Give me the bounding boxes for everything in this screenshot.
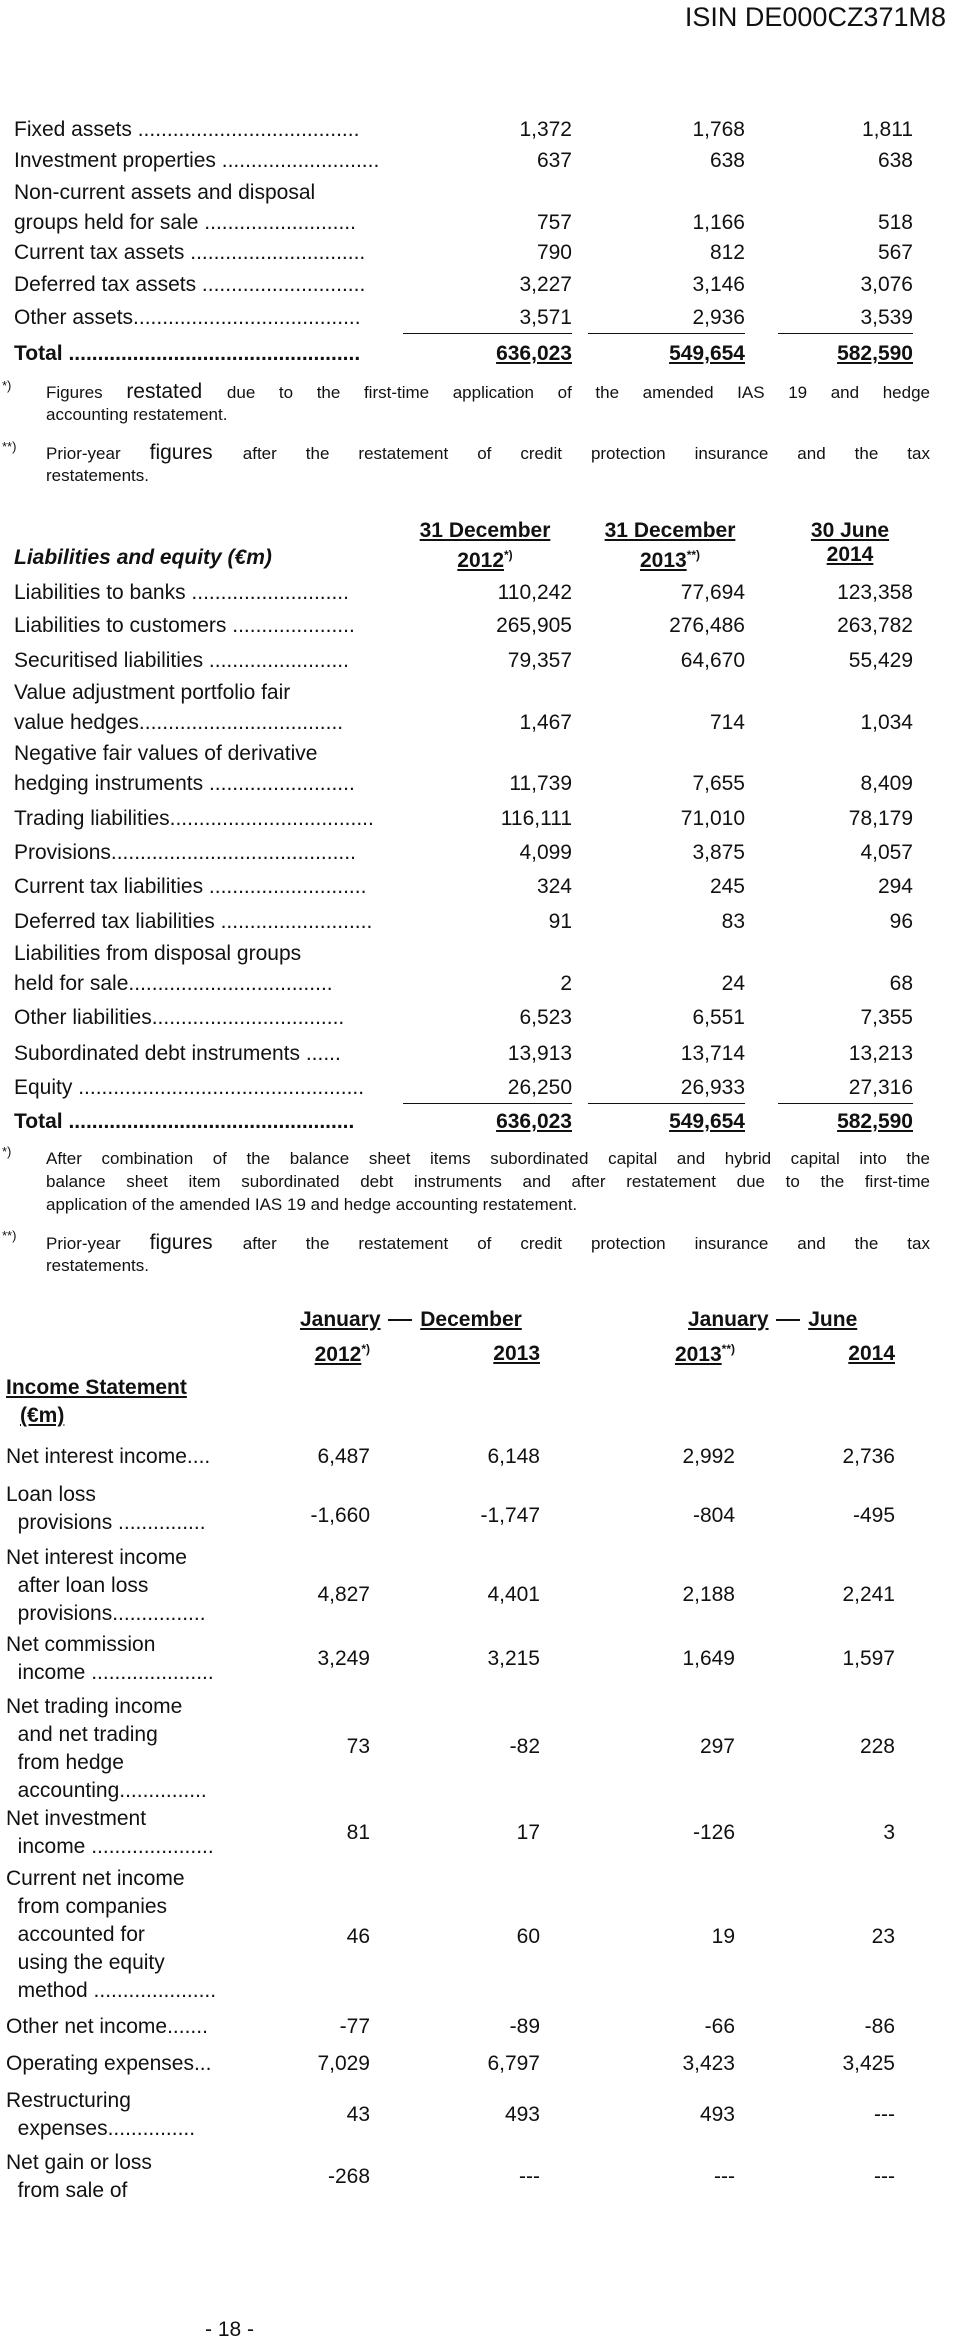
income-row-label: Current net income [6,1867,185,1890]
income-cell: -77 [339,2015,370,2038]
row-label: Equity ................................................. [14,1076,365,1099]
cell-v3: 1,034 [860,711,913,734]
income-cell: -1,660 [310,1504,370,1527]
isin-header: ISIN DE000CZ371M8 [684,2,946,32]
income-cell: 23 [871,1925,895,1948]
cell-v2: 812 [709,241,745,264]
income-row-label: expenses............... [6,2117,196,2140]
income-cell: 46 [346,1925,370,1948]
cell-v3: 4,057 [860,841,913,864]
col3-date: 30 June [810,519,890,542]
col3-header [780,519,920,567]
year-sup: *) [361,1342,370,1356]
income-cell: 2,188 [682,1583,735,1606]
cell-v1: 26,250 [507,1076,572,1099]
income-row-label: income ..................... [6,1661,214,1684]
cell-v2: 77,694 [680,581,745,604]
income-cell: 3,423 [682,2052,735,2075]
row-label-line1: Non-current assets and disposal [14,181,316,204]
income-row-label: Operating expenses... [6,2052,212,2075]
income-cell: 2,241 [842,1583,895,1606]
cell-v3: 68 [889,972,913,995]
cell-v2: 638 [709,149,745,172]
cell-v3: 3,539 [860,306,913,329]
cell-v3: 55,429 [848,649,913,672]
income-unit: (€m) [20,1404,65,1427]
cell-v2: 7,655 [692,772,745,795]
period1-header [300,1308,522,1332]
income-cell: --- [714,2165,735,2188]
cell-v1: 636,023 [496,342,572,365]
row-label-line1: Value adjustment portfolio fair [14,681,291,704]
cell-v1: 324 [536,875,572,898]
cell-v3: 263,782 [837,614,913,637]
cell-v2: 2,936 [692,306,745,329]
income-row-label: from companies [6,1895,168,1918]
income-row-label: Restructuring [6,2089,131,2112]
row-label: Liabilities to banks ........................... [14,581,349,604]
year-label: 2014 [848,1342,895,1365]
cell-v3: 582,590 [837,342,913,365]
total-rule [778,1103,913,1104]
footnote-line: application of the amended IAS 19 and hedge accounting restatement. [46,1195,578,1214]
row-label: Trading liabilities................................... [14,807,374,830]
income-row-label: Other net income....... [6,2015,208,2038]
income-cell: 19 [711,1925,735,1948]
cell-v3: 96 [889,910,913,933]
cell-v1: 4,099 [519,841,572,864]
income-cell: 6,797 [487,2052,540,2075]
row-label: Fixed assets ...................................... [14,118,360,141]
footnote-line2: accounting restatement. [46,405,228,424]
cell-v3: 518 [877,211,913,234]
cell-v2: 6,551 [692,1006,745,1029]
row-label: Liabilities to customers ..................... [14,614,355,637]
cell-v2: 3,875 [692,841,745,864]
cell-v3: 638 [877,149,913,172]
cell-v1: 79,357 [507,649,572,672]
row-label: Investment properties ........................... [14,149,380,172]
cell-v2: 549,654 [669,342,745,365]
footnote-mark: **) [2,439,17,454]
cell-v3: 8,409 [860,772,913,795]
total-rule [588,333,745,334]
income-cell: 3,215 [487,1647,540,1670]
col2-year: 2013 [639,549,687,572]
income-cell: 6,148 [487,1445,540,1468]
income-cell: 3,249 [317,1647,370,1670]
income-row-label: from sale of [6,2179,128,2202]
row-label-line1: Liabilities from disposal groups [14,942,302,965]
footnote-lead: Prior-year [46,1234,150,1253]
footnote-lead: Prior-year [46,444,150,463]
col2-header [585,519,755,573]
footnote-line2: restatements. [46,1256,149,1275]
income-row-label: and net trading [6,1723,158,1746]
cell-v1: 757 [536,211,572,234]
total-rule [588,1103,745,1104]
income-cell: -82 [509,1735,540,1758]
cell-v2: 245 [709,875,745,898]
row-label: Total .................................................. [14,342,361,365]
col2-sup: **) [686,548,701,562]
row-label: Securitised liabilities ........................ [14,649,349,672]
col3-year: 2014 [826,543,874,566]
income-row-label: after loan loss [6,1574,149,1597]
total-rule [778,333,913,334]
income-cell: 2,736 [842,1445,895,1468]
income-row-label: accounted for [6,1923,145,1946]
footnote-rest: due to the first-time application of the amended IAS 19 and hedge [226,383,930,402]
income-cell: --- [519,2165,540,2188]
row-label: Other assets....................................... [14,306,361,329]
row-label: Current tax liabilities ........................... [14,875,367,898]
income-cell: 3,425 [842,2052,895,2075]
year-header [785,1342,895,1366]
footnote-big: figures [149,1231,243,1254]
income-row-label: method ..................... [6,1979,217,2002]
year-header [430,1342,540,1366]
year-label: 2013 [493,1342,540,1365]
cell-v2: 83 [721,910,745,933]
col1-sup: *) [504,548,513,562]
cell-v1: 1,467 [519,711,572,734]
cell-v2: 3,146 [692,273,745,296]
income-cell: -86 [864,2015,895,2038]
footnote-emph: figures [149,441,243,464]
row-label: groups held for sale .......................... [14,211,356,234]
footnote-line: balance sheet item subordinated debt instruments and after restatement due to the first-time [46,1172,930,1191]
footnote-lead: Figures [46,383,127,402]
cell-v1: 13,913 [507,1042,572,1065]
row-label: Other liabilities................................. [14,1006,345,1029]
footnote-line [46,380,930,404]
income-cell: 81 [346,1821,370,1844]
year-sup: **) [721,1342,735,1356]
cell-v2: 276,486 [669,614,745,637]
footnote-line [46,1231,930,1255]
year-header [260,1342,370,1367]
footnote-line2: restatements. [46,466,149,485]
income-cell: -1,747 [480,1504,540,1527]
income-title: Income Statement [6,1376,187,1399]
cell-v3: 123,358 [837,581,913,604]
income-cell: 73 [346,1735,370,1758]
period1-dash [388,1319,412,1321]
income-row-label: provisions ............... [6,1511,206,1534]
income-row-label: income ..................... [6,1835,214,1858]
income-cell: 1,649 [682,1647,735,1670]
footnote-line [46,441,930,465]
footnote-line: After combination of the balance sheet items subordinated capital and hybrid capital into the [46,1149,930,1168]
income-cell: 17 [516,1821,540,1844]
footnote-mark: **) [2,1228,17,1243]
income-cell: 228 [859,1735,895,1758]
cell-v3: 582,590 [837,1110,913,1133]
income-cell: 6,487 [317,1445,370,1468]
income-cell: 3 [883,1821,895,1844]
col1-year: 2012 [457,549,505,572]
cell-v1: 636,023 [496,1110,572,1133]
col1-date: 31 December [419,519,551,542]
footnote-rest: after the restatement of credit protection insurance and the tax [242,444,930,463]
row-label: Provisions.......................................... [14,841,356,864]
cell-v3: 7,355 [860,1006,913,1029]
cell-v2: 714 [709,711,745,734]
income-cell: 493 [699,2103,735,2126]
income-row-label: Net interest income [6,1546,187,1569]
row-label: held for sale................................... [14,972,333,995]
cell-v1: 91 [548,910,572,933]
cell-v1: 637 [536,149,572,172]
cell-v2: 13,714 [680,1042,745,1065]
row-label: Subordinated debt instruments ...... [14,1042,341,1065]
col2-date: 31 December [604,519,736,542]
total-rule [403,1103,572,1104]
year-label: 2012 [314,1343,362,1366]
col1-header [400,519,570,573]
income-cell: 1,597 [842,1647,895,1670]
income-cell: -495 [852,1504,895,1527]
cell-v2: 1,166 [692,211,745,234]
income-cell: -89 [509,2015,540,2038]
income-cell: 7,029 [317,2052,370,2075]
income-cell: 2,992 [682,1445,735,1468]
income-cell: 493 [504,2103,540,2126]
cell-v3: 13,213 [848,1042,913,1065]
cell-v2: 549,654 [669,1110,745,1133]
income-cell: -804 [692,1504,735,1527]
cell-v2: 64,670 [680,649,745,672]
period1-end: December [420,1308,522,1331]
income-row-label: Net interest income.... [6,1445,211,1468]
income-row-label: Loan loss [6,1483,96,1506]
income-cell: 60 [516,1925,540,1948]
cell-v3: 27,316 [848,1076,913,1099]
row-label-line1: Negative fair values of derivative [14,742,318,765]
cell-v3: 78,179 [848,807,913,830]
income-cell: 4,827 [317,1583,370,1606]
income-row-label: using the equity [6,1951,165,1974]
income-cell: -268 [327,2165,370,2188]
footnote-rest: after the restatement of credit protection insurance and the tax [242,1234,930,1253]
income-row-label: Net commission [6,1633,156,1656]
period1-start: January [300,1308,381,1331]
income-cell: --- [874,2103,895,2126]
income-cell: 4,401 [487,1583,540,1606]
cell-v1: 3,227 [519,273,572,296]
income-cell: --- [874,2165,895,2188]
cell-v2: 24 [721,972,745,995]
income-row-label: provisions................ [6,1602,206,1625]
cell-v1: 110,242 [497,581,572,604]
income-row-label: Net investment [6,1807,147,1830]
income-cell: -66 [704,2015,735,2038]
row-label: hedging instruments ......................... [14,772,355,795]
period2-end: June [808,1308,858,1331]
footnote-mark: *) [2,1144,12,1159]
income-cell: 297 [699,1735,735,1758]
row-label: value hedges................................... [14,711,344,734]
footnote-mark: *) [2,378,12,393]
cell-v3: 1,811 [862,118,913,141]
cell-v1: 6,523 [519,1006,572,1029]
income-row-label: Net trading income [6,1695,183,1718]
footnote-emph: restated [126,380,227,403]
income-cell: 43 [346,2103,370,2126]
income-row-label: Net gain or loss [6,2151,152,2174]
row-label: Total ................................................. [14,1110,355,1133]
cell-v1: 2 [560,972,572,995]
row-label: Deferred tax assets ............................ [14,273,366,296]
cell-v1: 11,739 [509,772,572,795]
income-row-label: accounting............... [6,1779,207,1802]
period2-start: January [688,1308,769,1331]
income-row-label: from hedge [6,1751,124,1774]
cell-v2: 1,768 [692,118,745,141]
liabilities-title: Liabilities and equity (€m) [14,546,272,569]
cell-v1: 790 [536,241,572,264]
page-number: - 18 - [205,2318,255,2341]
income-cell: -126 [692,1821,735,1844]
period2-header [688,1308,857,1332]
cell-v2: 26,933 [680,1076,745,1099]
year-header [625,1342,735,1367]
cell-v1: 265,905 [496,614,572,637]
cell-v3: 3,076 [860,273,913,296]
total-rule [403,333,572,334]
period2-dash [776,1319,800,1321]
cell-v3: 567 [877,241,913,264]
cell-v1: 116,111 [500,807,572,830]
cell-v1: 1,372 [519,118,572,141]
cell-v1: 3,571 [519,306,572,329]
row-label: Current tax assets .............................. [14,241,366,264]
cell-v2: 71,010 [680,807,745,830]
year-label: 2013 [674,1343,722,1366]
row-label: Deferred tax liabilities .......................... [14,910,373,933]
cell-v3: 294 [877,875,913,898]
